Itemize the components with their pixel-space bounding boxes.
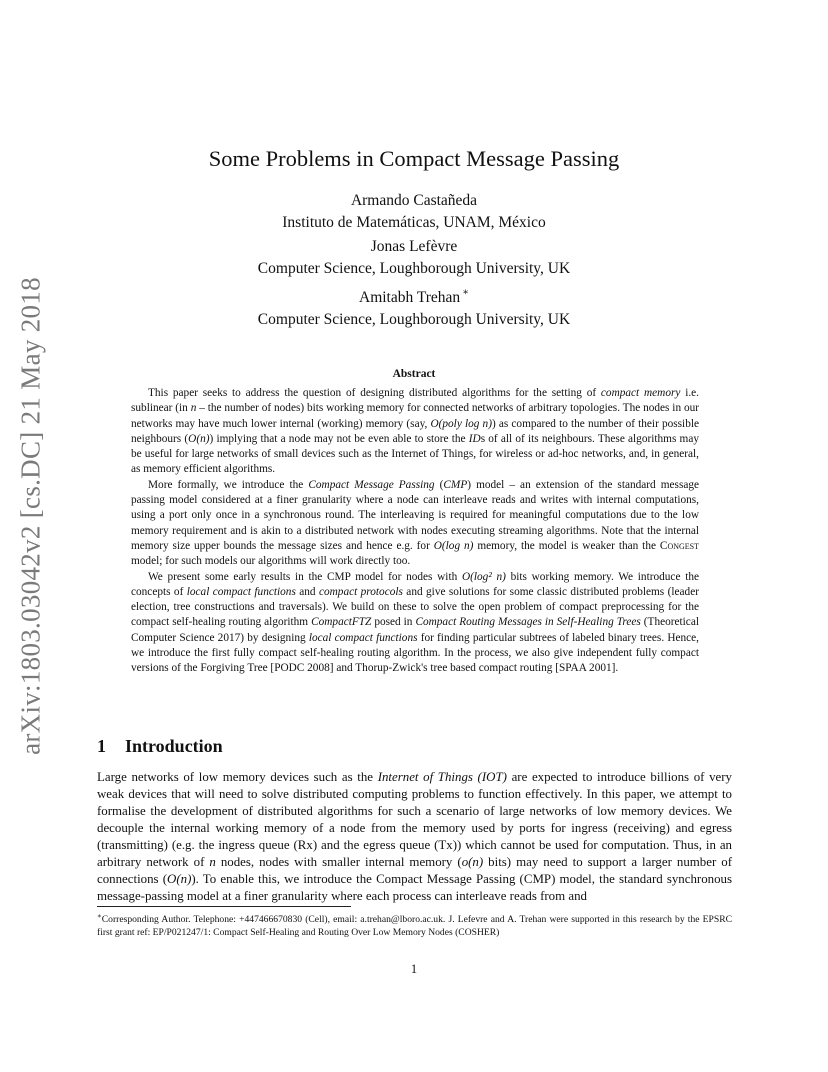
- text-run: are expected to introduce billions of very weak devices that will need to solve distributed computing problems to function effectively. In this paper, we attempt to formalise the development of distributed algorithms for such a scenario of large networks of low memory devices. We decouple the internal working memory of a node from the memory used by ports for ingress (receiving) and egress (transmitting) (e.g. the ingress queue (Rx) and the egress queue (Tx)) which cannot be used for computation. Thus, in an arbitrary network of: [97, 770, 732, 869]
- footnote-rule: [97, 906, 351, 907]
- math: O(n): [188, 432, 210, 445]
- footnote-mark: ∗: [97, 912, 102, 920]
- math: ID: [468, 432, 481, 445]
- text-run: memory, the model is weaker than the: [473, 539, 660, 552]
- footnote: [97, 910, 732, 939]
- author-name-line: [0, 282, 828, 309]
- text-run: model; for such models our algorithms will work directly too.: [131, 555, 411, 568]
- emphasis: compact protocols: [318, 585, 403, 598]
- text-run: and give solutions for some classic distributed problems (leader election, tree constructions and traversals). We build on these to solve the open problem of compact preprocessing for the compact self-healing routing algorithm: [131, 585, 699, 629]
- paper-title: Some Problems in Compact Message Passing: [208, 146, 620, 171]
- author-affiliation: Instituto de Matemáticas, UNAM, México: [282, 214, 546, 231]
- text-run: bits working memory. We introduce the concepts of: [131, 570, 699, 598]
- text-run: posed in: [371, 616, 416, 629]
- arxiv-sidebar: [4, 268, 58, 764]
- abstract-paragraph-3: [131, 570, 699, 677]
- text-run: – the number of nodes) bits working memory for connected networks of arbitrary topologies. The nodes in our networks may have much lower internal (working) memory (say,: [131, 402, 700, 430]
- author-affiliation: Computer Science, Loughborough University, UK: [257, 260, 571, 277]
- math: n: [190, 402, 197, 415]
- arxiv-identifier: arXiv:1803.03042v2 [cs.DC] 21 May 2018: [15, 277, 46, 755]
- text-run: s of all of its neighbours. These algorithms may be useful for large networks of small devices such as the Internet of Things, for wireless or ad-hoc networks, and, in general, as memory efficient algorithms.: [131, 432, 699, 476]
- abstract-heading: Abstract: [392, 368, 436, 380]
- text-run: (: [434, 478, 444, 491]
- math: o(n): [461, 855, 484, 869]
- author-block-2: [0, 236, 828, 280]
- abstract: [131, 386, 699, 677]
- text-run: (CMP) model, the standard synchronous message-passing model at a finer granularity where each process can interleave reads from and: [97, 872, 732, 903]
- text-run: (Theoretical Computer Science 2017) by designing: [131, 616, 699, 644]
- emphasis: local compact functions: [186, 585, 296, 598]
- text-run: nodes, nodes with smaller internal memory (: [215, 855, 462, 869]
- math: O(log n): [433, 539, 474, 552]
- intro-paragraph: [97, 769, 732, 905]
- emphasis: compact memory: [600, 387, 681, 399]
- text-run: ) implying that a node may not be even able to store the: [209, 432, 469, 445]
- author-affiliation: Computer Science, Loughborough University, UK: [257, 311, 571, 328]
- author-name: Armando Castañeda: [350, 192, 478, 209]
- text-run: This paper seeks to address the question of designing distributed algorithms for the setting of: [148, 387, 601, 399]
- text-run: Large networks of low memory devices such as the: [97, 770, 378, 784]
- emphasis: Compact Routing Messages in Self-Healing Trees: [415, 616, 641, 629]
- text-run: ) model – an extension of the standard message passing model considered at a finer granularity where a node can interleave reads and writes with internal computations, using a port only once in a synchronous round. The interleaving is required for meaningful computations due to the low memory requirement and is akin to a distributed network with nodes executing streaming algorithms. Note that the internal memory size upper bounds the message sizes and hence e.g. for: [131, 478, 700, 552]
- text-run: ) as compared to the number of their possible neighbours (: [131, 417, 699, 445]
- abstract-paragraph-2: [131, 478, 699, 570]
- emphasis: Internet of Things (IOT): [377, 770, 507, 784]
- model-name: Compact Message Passing: [376, 872, 516, 886]
- small-caps: Congest: [659, 539, 699, 552]
- section-number: 1: [97, 736, 106, 756]
- text-run: More formally, we introduce the: [148, 478, 309, 491]
- math: CMP: [443, 478, 468, 491]
- footnote-marker: ∗: [462, 287, 469, 298]
- section-heading: [97, 736, 223, 757]
- text-run: We present some early results in the CMP model for nodes with: [148, 570, 462, 583]
- author-block-1: [0, 190, 828, 234]
- math: O(log² n): [461, 570, 506, 583]
- emphasis: local compact functions: [308, 631, 418, 644]
- text-run: i.e. sublinear (in: [131, 387, 699, 415]
- author-name: Jonas Lefèvre: [370, 238, 458, 255]
- page-number: 1: [410, 962, 418, 976]
- math: n: [209, 855, 216, 869]
- author-block-3: [0, 282, 828, 331]
- text-run: and: [295, 585, 319, 598]
- intro-body: [97, 769, 732, 905]
- text-run: bits) may need to support a larger number of connections (: [97, 855, 732, 886]
- math: O(poly log n): [430, 417, 492, 430]
- emphasis: Compact Message Passing: [308, 478, 435, 491]
- footnote-text: Corresponding Author. Telephone: +447466670830 (Cell), email: a.trehan@lboro.ac.uk. J. Lefevre and A. Trehan were supported in this research by the EPSRC first grant ref: EP/P021247/1: Compact Self-Healing and Routing Over Low Memory Nodes (COSHER): [97, 914, 732, 938]
- text-run: ). To enable this, we introduce the: [191, 872, 377, 886]
- math: O(n): [167, 872, 192, 886]
- section-title: Introduction: [125, 736, 223, 756]
- abstract-paragraph-1: [131, 386, 699, 478]
- emphasis: CompactFTZ: [311, 616, 372, 629]
- author-name: Amitabh Trehan: [359, 289, 461, 306]
- text-run: for finding particular subtrees of labeled binary trees. Hence, we introduce the first fully compact self-healing routing algorithm. In the process, we also give independent fully compact versions of the Forgiving Tree [PODC 2008] and Thorup-Zwick's tree based compact routing [SPAA 2001].: [131, 631, 699, 675]
